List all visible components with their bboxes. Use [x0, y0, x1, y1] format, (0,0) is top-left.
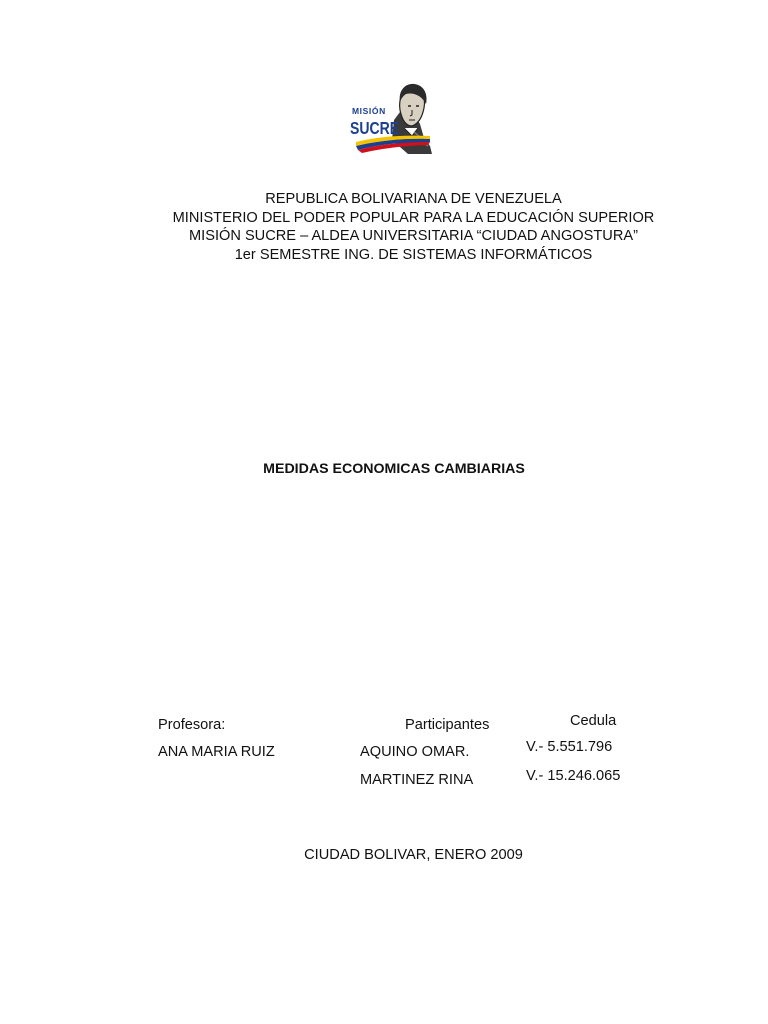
profesora-name: ANA MARIA RUIZ [158, 744, 275, 760]
profesora-label: Profesora: [158, 717, 226, 733]
institution-header [0, 190, 768, 264]
logo-text-sucre: SUCRE [350, 118, 400, 139]
header-line-country: REPUBLICA BOLIVARIANA DE VENEZUELA [265, 191, 562, 207]
cedula-label: Cedula [570, 713, 617, 729]
participant-cedula: V.- 5.551.796 [526, 739, 613, 755]
header-line-mission: MISIÓN SUCRE – ALDEA UNIVERSITARIA “CIUDAD ANGOSTURA” [189, 228, 638, 244]
header-line-semester: 1er SEMESTRE ING. DE SISTEMAS INFORMÁTICOS [234, 246, 593, 263]
participant-name: MARTINEZ RINA [360, 772, 474, 788]
mision-sucre-logo [348, 80, 436, 162]
document-title: MEDIDAS ECONOMICAS CAMBIARIAS [263, 461, 525, 477]
place-date-footer: CIUDAD BOLIVAR, ENERO 2009 [304, 847, 523, 863]
header-line-ministry: MINISTERIO DEL PODER POPULAR PARA LA EDUCACIÓN SUPERIOR [172, 209, 655, 226]
participantes-label: Participantes [405, 717, 490, 733]
logo-text-mision: MISIÓN [352, 106, 386, 116]
participant-name: AQUINO OMAR. [360, 744, 470, 760]
participant-cedula: V.- 15.246.065 [526, 768, 621, 784]
